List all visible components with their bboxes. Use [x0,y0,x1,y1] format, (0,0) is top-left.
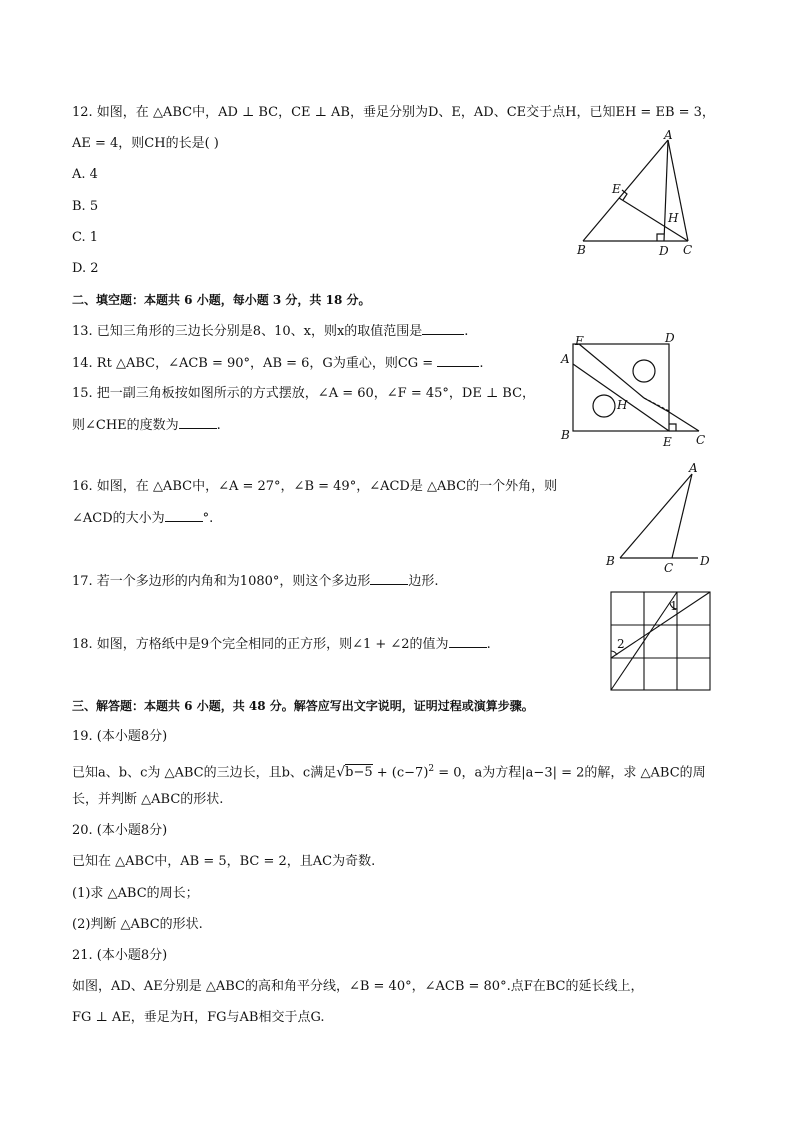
q19-stem-line2: 长，并判断 △ABC的形状. [72,792,224,807]
q17-stem [72,572,439,591]
q16-stem-line1: 16. 如图，在 △ABC中，∠A = 27°，∠B = 49°，∠ACD是 △ABC的一个外角，则 [72,479,558,494]
q17-answer-blank[interactable] [370,572,408,585]
q18-grid-figure [608,588,714,694]
q19-text-b: + (c−7) [372,765,429,781]
q20-stem: 已知在 △ABC中，AB = 5，BC = 2，且AC为奇数. [72,854,376,869]
q12-triangle-figure [570,128,705,260]
q18-stem [72,635,491,654]
section-2-header: 二、填空题：本题共 6 小题，每小题 3 分，共 18 分。 [72,293,371,307]
q16-end: °. [202,511,214,526]
q12-option-c: C. 1 [72,230,99,245]
q15-set-square-figure [555,332,715,452]
q15-label-h: H [617,398,628,412]
q13-end: . [464,324,469,339]
q17-end: 边形. [408,574,439,589]
q21-stem-line2: FG ⊥ AE，垂足为H，FG与AB相交于点G. [72,1010,325,1025]
q20-subquestion-1: (1)求 △ABC的周长； [72,886,199,901]
q21-title: 21. (本小题8分) [72,948,168,963]
q15-label-c: C [696,433,706,447]
q16-label-b: B [606,554,615,568]
q16-stem-line2 [72,509,213,528]
q19-text-a: 已知a、b、c为 △ABC的三边长，且b、c满足 [72,765,337,781]
q12-option-b: B. 5 [72,199,99,214]
q12-stem-line2: AE = 4，则CH的长是( ) [72,136,219,151]
q18-angle-1-label: 1 [670,599,678,613]
q15-label-f: F [575,334,584,348]
q16-answer-blank[interactable] [165,509,203,522]
q17-text: 17. 若一个多边形的内角和为1080°，则这个多边形 [72,574,371,589]
q18-angle-2-label: 2 [617,637,625,651]
q16-label-d: D [700,554,710,568]
q14-stem [72,354,483,373]
q12-label-c: C [683,243,693,257]
q15-label-d: D [665,332,675,345]
q15-answer-blank[interactable] [179,416,217,429]
q16-label-a: A [689,461,698,475]
q18-text: 18. 如图，方格纸中是9个完全相同的正方形，则∠1 + ∠2的值为 [72,637,449,652]
q19-text-c: = 0，a为方程|a−3| = 2的解，求 △ABC的周 [434,765,706,781]
q19-stem-line1 [72,760,706,782]
q20-subquestion-2: (2)判断 △ABC的形状. [72,917,203,932]
q12-option-a: A. 4 [72,167,98,182]
q19-radicand: b−5 [345,765,373,781]
q12-option-d: D. 2 [72,261,99,276]
q15-stem-line2 [72,416,221,435]
q12-label-d: D [659,244,669,258]
q13-text: 13. 已知三角形的三边长分别是8、10、x，则x的取值范围是 [72,324,423,339]
q15-end: . [216,418,221,433]
q15-text: 则∠CHE的度数为 [72,418,179,433]
q12-label-b: B [577,243,586,257]
q16-triangle-figure [600,458,720,578]
q13-answer-blank[interactable] [422,322,464,335]
q12-label-e: E [612,182,621,196]
q19-exponent: 2 [428,764,435,774]
q15-label-a: A [561,352,570,366]
q18-end: . [486,637,491,652]
sqrt-sign: √ [336,764,346,781]
q16-label-c: C [664,561,674,575]
q16-text: ∠ACD的大小为 [72,511,165,526]
q21-stem-line1: 如图，AD、AE分别是 △ABC的高和角平分线，∠B = 40°，∠ACB = 80°.点F在BC的延长线上， [72,979,644,994]
q12-label-a: A [664,128,673,142]
section-3-header: 三、解答题：本题共 6 小题，共 48 分。解答应写出文字说明，证明过程或演算步骤。 [72,699,534,713]
q19-title: 19. (本小题8分) [72,729,168,744]
q15-stem-line1: 15. 把一副三角板按如图所示的方式摆放，∠A = 60，∠F = 45°，DE ⊥ BC， [72,386,536,401]
q18-answer-blank[interactable] [449,635,487,648]
q20-title: 20. (本小题8分) [72,823,168,838]
q15-label-b: B [561,428,570,442]
q12-label-h: H [668,211,679,225]
q14-answer-blank[interactable] [437,354,479,367]
q14-end: . [479,356,484,371]
q13-stem [72,322,468,341]
q12-stem-line1: 12. 如图，在 △ABC中，AD ⊥ BC，CE ⊥ AB，垂足分别为D、E，AD、CE交于点H，已知EH = EB = 3， [72,105,715,120]
q15-label-e: E [663,435,672,449]
q14-text: 14. Rt △ABC，∠ACB = 90°，AB = 6，G为重心，则CG = [72,356,438,371]
